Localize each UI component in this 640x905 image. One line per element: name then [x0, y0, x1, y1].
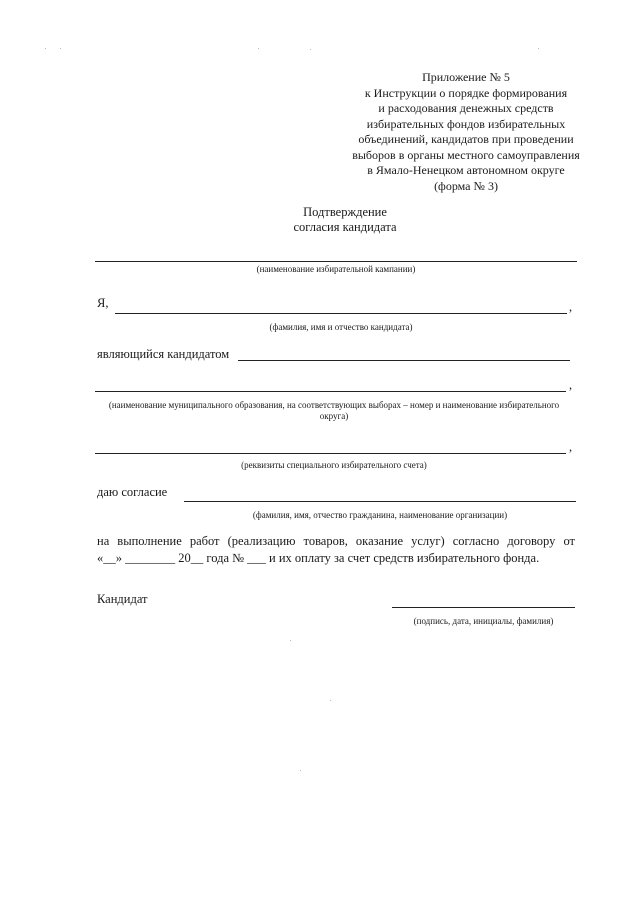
- candidate-label: являющийся кандидатом: [97, 347, 230, 361]
- citizen-caption: (фамилия, имя, отчество гражданина, наименование организации): [252, 510, 508, 520]
- scan-speck: [45, 48, 46, 49]
- scan-speck: [300, 770, 301, 771]
- signature-line[interactable]: [392, 607, 575, 608]
- municipality-caption: (наименование муниципального образования, на соответствующих выборах – номер и наименование избирательного округа): [108, 400, 560, 421]
- account-line[interactable]: [95, 453, 566, 454]
- scan-speck: [258, 48, 259, 49]
- appendix-line: и расходования денежных средств: [378, 101, 554, 115]
- appendix-line: к Инструкции о порядке формирования: [364, 85, 568, 100]
- account-caption: (реквизиты специального избирательного счета): [241, 460, 427, 470]
- appendix-line: Приложение № 5: [422, 70, 510, 84]
- fio-caption: (фамилия, имя и отчество кандидата): [269, 322, 413, 332]
- comma: ,: [569, 300, 573, 314]
- appendix-line: в Ямало-Ненецком автономном округе: [367, 163, 565, 177]
- appendix-line: выборов в органы местного самоуправления: [352, 147, 580, 162]
- consent-label: даю согласие: [97, 485, 168, 499]
- candidate-name-line[interactable]: [115, 313, 567, 314]
- comma: ,: [569, 378, 573, 392]
- scan-speck: [310, 49, 311, 50]
- scan-speck: [538, 48, 539, 49]
- scan-speck: [290, 640, 291, 641]
- citizen-line[interactable]: [184, 501, 576, 502]
- appendix-header: [330, 70, 602, 194]
- paragraph-line-2: «__» ________ 20__ года № ___ и их оплату за счет средств избирательного фонда.: [97, 551, 540, 565]
- appendix-line: (форма № 3): [434, 178, 498, 193]
- candidate-line-1[interactable]: [238, 360, 570, 361]
- i-label: Я,: [97, 296, 109, 310]
- scan-speck: [330, 700, 331, 701]
- signature-caption: (подпись, дата, инициалы, фамилия): [413, 616, 554, 626]
- signature-label: Кандидат: [97, 592, 148, 606]
- document-title: [230, 205, 460, 235]
- contract-paragraph: [97, 533, 575, 567]
- paragraph-line-1: на выполнение работ (реализацию товаров, оказание услуг) согласно договору от: [97, 534, 575, 548]
- title-line-2: согласия кандидата: [293, 220, 397, 234]
- appendix-line: объединений, кандидатов при проведении: [358, 132, 574, 146]
- campaign-caption: (наименование избирательной кампании): [256, 264, 416, 274]
- campaign-name-line[interactable]: [95, 261, 577, 262]
- candidate-line-2[interactable]: [95, 391, 566, 392]
- comma: ,: [569, 440, 573, 454]
- appendix-line: избирательных фондов избирательных: [366, 116, 566, 131]
- title-line-1: Подтверждение: [303, 205, 387, 219]
- scan-speck: [60, 48, 61, 49]
